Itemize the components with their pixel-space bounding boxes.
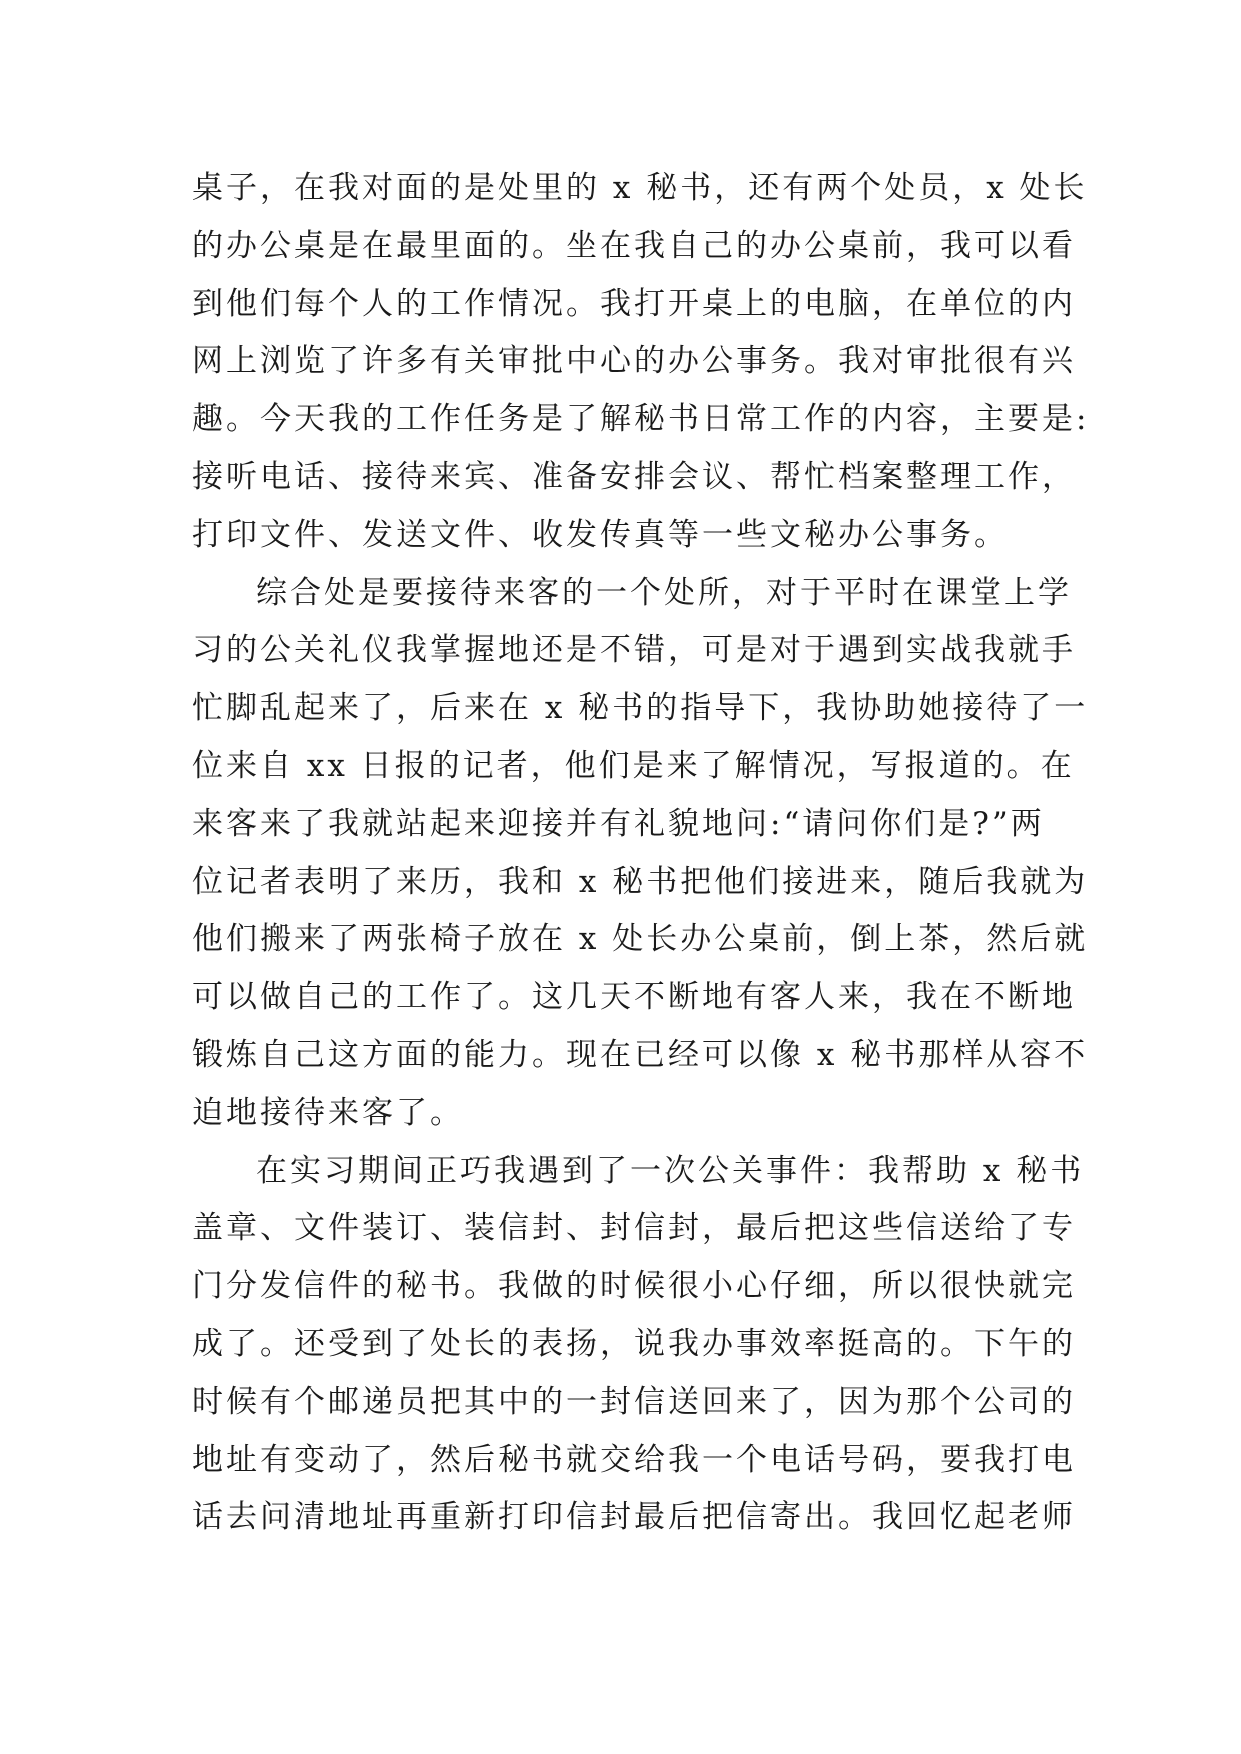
document-body xyxy=(192,160,1090,1547)
text-line-indented: 综合处是要接待来客的一个处所，对于平时在课堂上学 xyxy=(256,574,1072,611)
text-line: 桌子，在我对面的是处里的 x 秘书，还有两个处员，x 处长 xyxy=(192,170,1088,206)
text-line: 话去问清地址再重新打印信封最后把信寄出。我回忆起老师 xyxy=(192,1499,1076,1536)
text-line: 位来自 xx 日报的记者，他们是来了解情况，写报道的。在 xyxy=(192,747,1075,784)
text-line: 时候有个邮递员把其中的一封信送回来了，因为那个公司的 xyxy=(192,1383,1076,1420)
paragraph-3 xyxy=(192,1143,1085,1548)
text-line: 网上浏览了许多有关审批中心的办公事务。我对审批很有兴 xyxy=(192,343,1076,380)
text-line: 盖章、文件装订、装信封、封信封，最后把这些信送给了专 xyxy=(192,1210,1076,1247)
text-line: 门分发信件的秘书。我做的时候很小心仔细，所以很快就完 xyxy=(192,1268,1076,1305)
paragraph-1 xyxy=(192,160,1090,565)
text-line: 趣。今天我的工作任务是了解秘书日常工作的内容，主要是: xyxy=(192,401,1090,438)
text-line: 他们搬来了两张椅子放在 x 处长办公桌前，倒上茶，然后就 xyxy=(192,921,1089,958)
text-line: 的办公桌是在最里面的。坐在我自己的办公桌前，我可以看 xyxy=(192,227,1076,264)
text-line: 地址有变动了，然后秘书就交给我一个电话号码，要我打电 xyxy=(192,1441,1076,1478)
text-line: 打印文件、发送文件、收发传真等一些文秘办公事务。 xyxy=(192,516,1008,553)
text-line: 来客来了我就站起来迎接并有礼貌地问:“请问你们是?”两 xyxy=(192,805,1045,842)
text-line: 接听电话、接待来宾、准备安排会议、帮忙档案整理工作， xyxy=(192,458,1076,495)
text-line: 成了。还受到了处长的表扬，说我办事效率挺高的。下午的 xyxy=(192,1325,1076,1362)
paragraph-2 xyxy=(192,565,1089,1143)
text-line-indented: 在实习期间正巧我遇到了一次公关事件：我帮助 x 秘书 xyxy=(256,1152,1085,1189)
text-line: 位记者表明了来历，我和 x 秘书把他们接进来，随后我就为 xyxy=(192,863,1089,900)
text-line: 习的公关礼仪我掌握地还是不错，可是对于遇到实战我就手 xyxy=(192,632,1076,669)
text-line: 到他们每个人的工作情况。我打开桌上的电脑，在单位的内 xyxy=(192,285,1076,322)
text-line: 锻炼自己这方面的能力。现在已经可以像 x 秘书那样从容不 xyxy=(192,1036,1089,1073)
text-line: 迫地接待来客了。 xyxy=(192,1094,464,1131)
text-line: 忙脚乱起来了，后来在 x 秘书的指导下，我协助她接待了一 xyxy=(192,690,1089,727)
text-line: 可以做自己的工作了。这几天不断地有客人来，我在不断地 xyxy=(192,979,1076,1016)
